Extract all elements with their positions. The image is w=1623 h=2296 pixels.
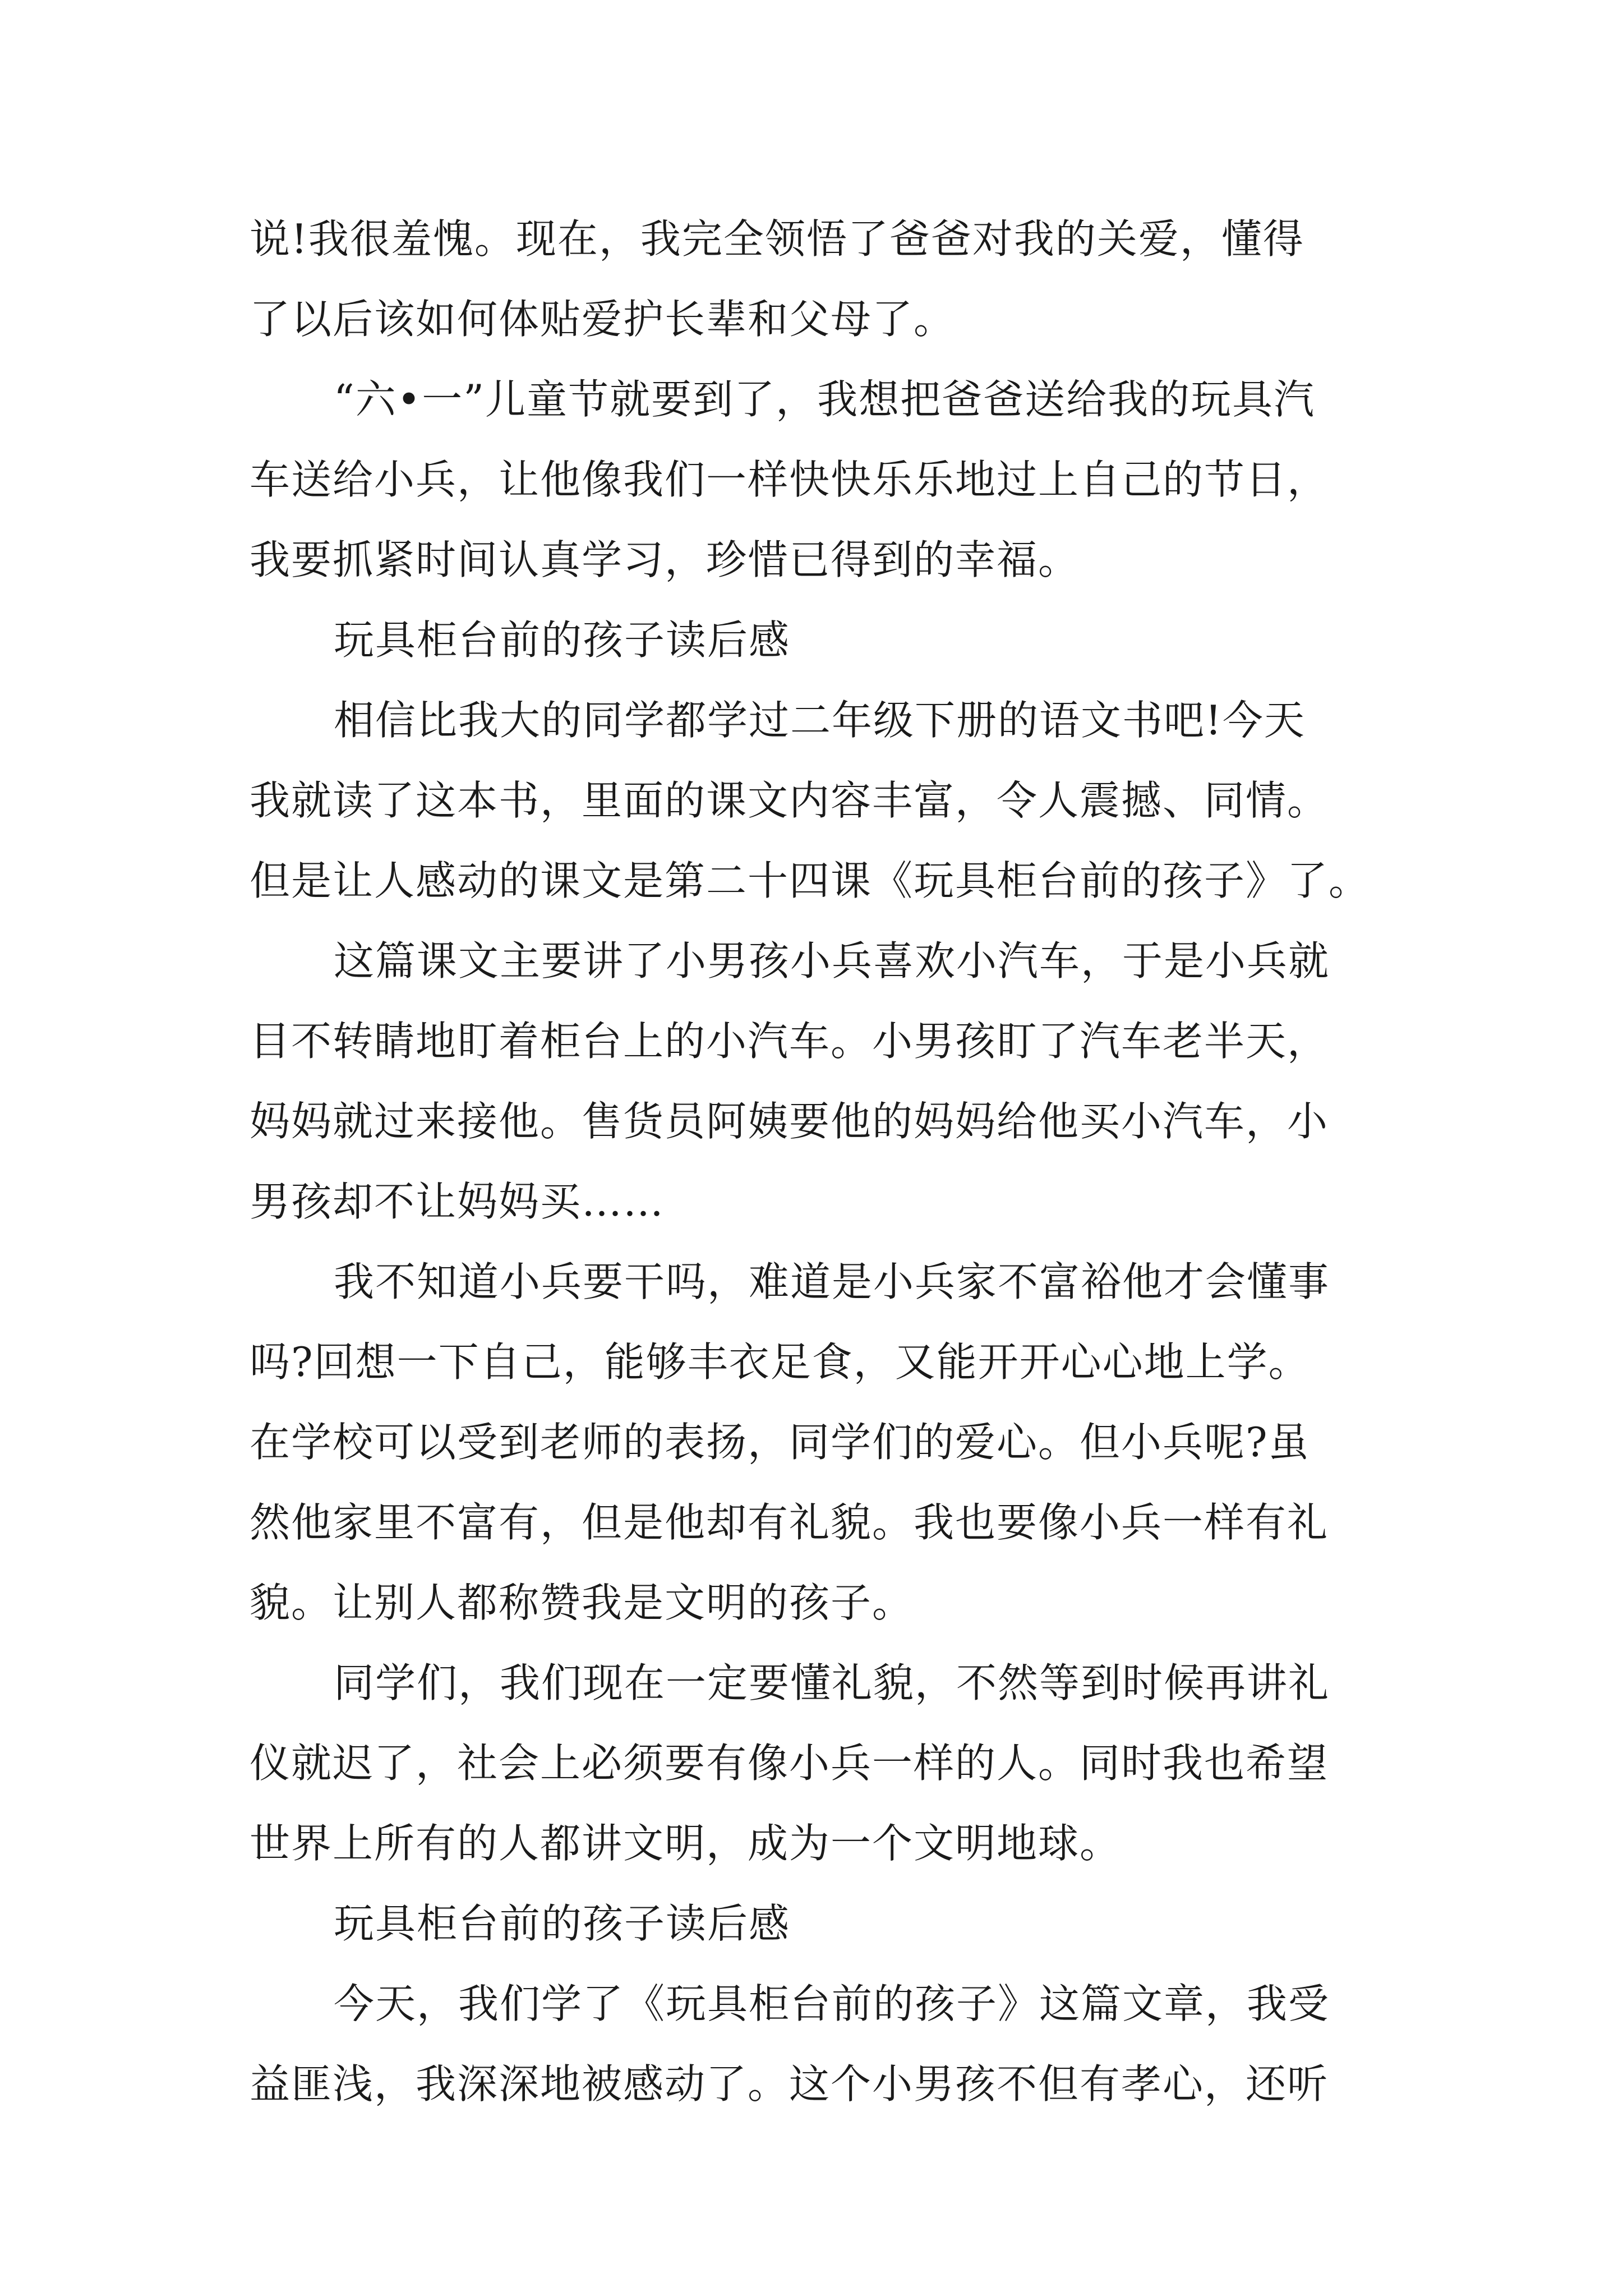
text-line: 但是让人感动的课文是第二十四课《玩具柜台前的孩子》了。 (250, 857, 1371, 904)
section-heading: 玩具柜台前的孩子读后感 (334, 616, 791, 664)
paragraph-start-line: 同学们，我们现在一定要懂礼貌，不然等到时候再讲礼 (334, 1659, 1330, 1706)
paragraph-start-line: 我不知道小兵要干吗，难道是小兵家不富裕他才会懂事 (334, 1258, 1330, 1305)
paragraph-start-line: 相信比我大的同学都学过二年级下册的语文书吧!今天 (334, 697, 1306, 744)
text-line: 在学校可以受到老师的表扬，同学们的爱心。但小兵呢?虽 (250, 1419, 1310, 1466)
text-line: 世界上所有的人都讲文明，成为一个文明地球。 (250, 1820, 1122, 1867)
text-line: 益匪浅，我深深地被感动了。这个小男孩不但有孝心，还听 (250, 2060, 1329, 2108)
section-heading: 玩具柜台前的孩子读后感 (334, 1900, 791, 1947)
text-line: 仪就迟了，社会上必须要有像小兵一样的人。同时我也希望 (250, 1740, 1329, 1787)
text-line: 我就读了这本书，里面的课文内容丰富，令人震撼、同情。 (250, 777, 1329, 824)
text-line: 说!我很羞愧。现在，我完全领悟了爸爸对我的关爱，懂得 (250, 215, 1304, 263)
text-line: 了以后该如何体贴爱护长辈和父母了。 (250, 296, 956, 343)
text-line: 妈妈就过来接他。售货员阿姨要他的妈妈给他买小汽车，小 (250, 1098, 1329, 1145)
text-line: 貌。让别人都称赞我是文明的孩子。 (250, 1579, 914, 1626)
text-line: 男孩却不让妈妈买…… (250, 1178, 665, 1225)
text-line: 目不转睛地盯着柜台上的小汽车。小男孩盯了汽车老半天， (250, 1018, 1329, 1065)
text-line: 车送给小兵，让他像我们一样快快乐乐地过上自己的节日， (250, 456, 1329, 503)
document-body (250, 199, 1382, 2124)
text-line: 吗?回想一下自己，能够丰衣足食，又能开开心心地上学。 (250, 1338, 1310, 1386)
text-line: 我要抓紧时间认真学习，珍惜已得到的幸福。 (250, 536, 1080, 583)
paragraph-start-line: 今天，我们学了《玩具柜台前的孩子》这篇文章，我受 (334, 1980, 1330, 2027)
paragraph-start-line: 这篇课文主要讲了小男孩小兵喜欢小汽车，于是小兵就 (334, 937, 1330, 984)
text-line: 然他家里不富有，但是他却有礼貌。我也要像小兵一样有礼 (250, 1499, 1329, 1546)
paragraph-start-line: “六•一”儿童节就要到了，我想把爸爸送给我的玩具汽 (334, 376, 1316, 423)
